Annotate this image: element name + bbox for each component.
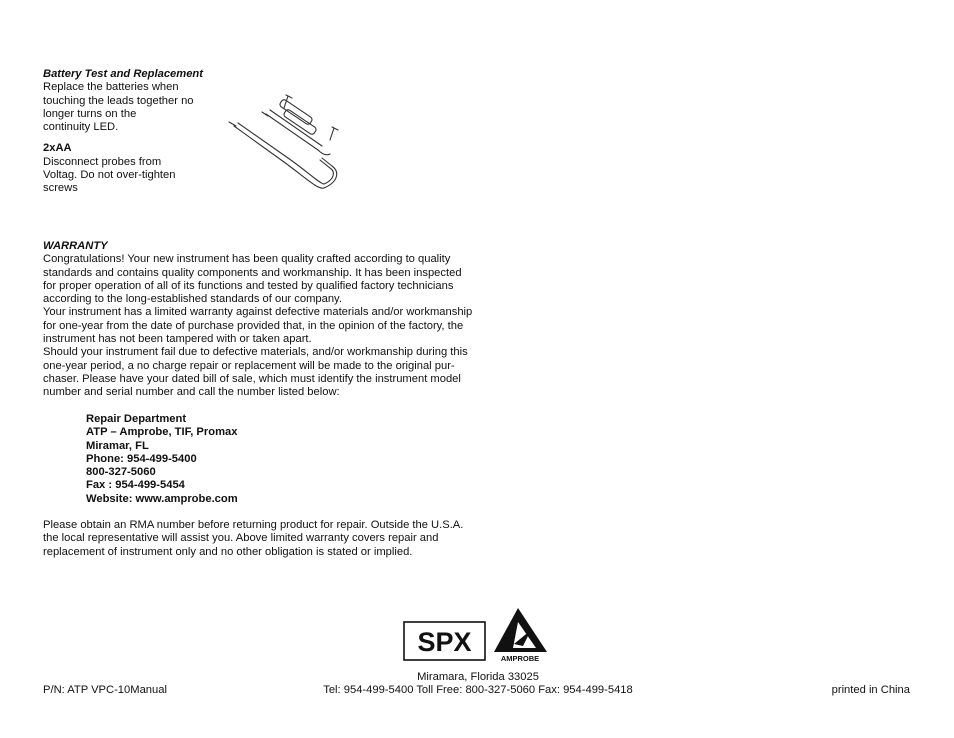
repair-line: Miramar, FL <box>86 439 149 452</box>
footer-address-block <box>300 671 656 698</box>
repair-line: ATP – Amprobe, TIF, Promax <box>86 426 238 439</box>
amprobe-logo-text: AMPROBE <box>500 654 540 663</box>
battery-text-line: Disconnect probes from <box>43 155 162 168</box>
repair-address-block <box>86 413 238 506</box>
footer-address: Miramara, Florida 33025 <box>417 671 539 683</box>
footer-phones: Tel: 954-499-5400 Toll Free: 800-327-5060 Fax: 954-499-5418 <box>323 684 633 697</box>
battery-text-line: touching the leads together no <box>43 94 194 107</box>
battery-title: Battery Test and Replacement <box>43 68 203 80</box>
rma-text-line: the local representative will assist you. Above limited warranty covers repair and <box>43 532 439 545</box>
rma-text-line: Please obtain an RMA number before returning product for repair. Outside the U.S.A. <box>43 519 464 531</box>
battery-text-line: Voltag. Do not over-tighten <box>43 169 176 182</box>
warranty-text-line: Congratulations! Your new instrument has been quality crafted according to quality <box>43 253 451 266</box>
warranty-text-line: number and serial number and call the number listed below: <box>43 386 340 399</box>
repair-phone: Phone: 954-499-5400 <box>86 452 197 465</box>
warranty-section <box>43 240 473 400</box>
spx-logo <box>404 622 485 660</box>
warranty-text-line: for one-year from the date of purchase provided that, in the opinion of the factory, the <box>43 319 464 332</box>
warranty-title: WARRANTY <box>43 240 108 252</box>
repair-website: Website: www.amprobe.com <box>86 492 238 505</box>
battery-text-line: screws <box>43 182 78 195</box>
warranty-text-line: one-year period, a no charge repair or replacement will be made to the original pur- <box>43 359 455 372</box>
battery-subtitle: 2xAA <box>43 142 72 155</box>
battery-text-line: longer turns on the <box>43 107 137 120</box>
rma-section <box>43 519 473 559</box>
warranty-text-line: instrument has not been tampered with or taken apart. <box>43 333 312 346</box>
warranty-text-line: for proper operation of all of its functions and tested by qualified factory technicians <box>43 279 454 292</box>
brand-logos <box>403 606 553 664</box>
warranty-text-line: chaser. Please have your dated bill of sale, which must identify the instrument model <box>43 372 461 385</box>
amprobe-logo <box>494 608 547 663</box>
warranty-text-line: according to the long-established standards of our company. <box>43 293 342 306</box>
part-number: P/N: ATP VPC-10Manual <box>43 684 167 696</box>
rma-text-line: replacement of instrument only and no other obligation is stated or implied. <box>43 545 413 558</box>
warranty-text-line: Your instrument has a limited warranty against defective materials and/or workmanship <box>43 306 473 319</box>
warranty-text-line: Should your instrument fail due to defective materials, and/or workmanship during this <box>43 346 468 359</box>
probe-illustration <box>226 92 346 196</box>
repair-tollfree: 800-327-5060 <box>86 466 156 479</box>
battery-text-line: Replace the batteries when <box>43 81 179 94</box>
battery-text-line: continuity LED. <box>43 121 119 134</box>
battery-section <box>43 68 213 196</box>
repair-fax: Fax : 954-499-5454 <box>86 479 185 492</box>
warranty-text-line: standards and contains quality components and workmanship. It has been inspected <box>43 266 462 279</box>
printed-in-label: printed in China <box>831 684 910 696</box>
spx-logo-text: SPX <box>417 627 472 657</box>
repair-line: Repair Department <box>86 413 187 425</box>
